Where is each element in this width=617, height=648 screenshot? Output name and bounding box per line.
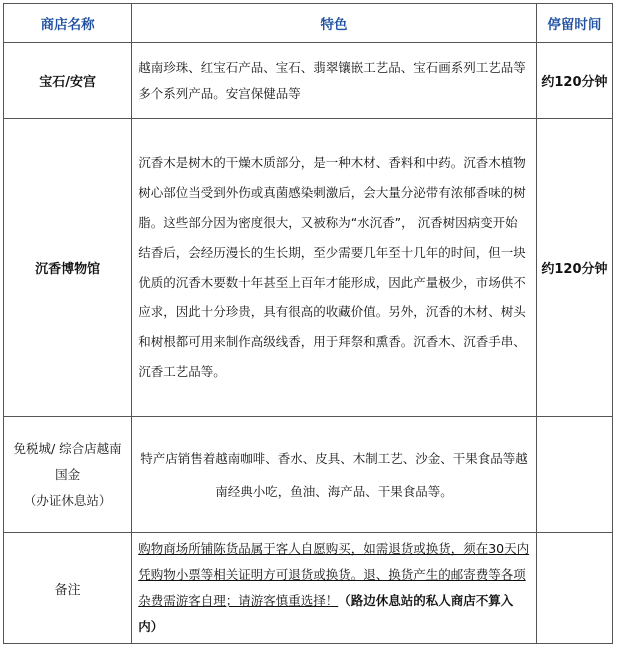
note-roadside-text: （路边休息站的私人商店不算入内） [138, 593, 514, 634]
row-gem-duration: 约120分钟 [536, 43, 612, 119]
row-note-duration [536, 533, 612, 644]
note-disclaimer-text: 购物商场所铺陈货品属于客人自愿购买，如需退货或换货，须在30天内凭购物小票等相关证明方可退货或换货。退、换货产生的邮寄费等各项杂费需游客自理；请游客慎重选择！ [138, 541, 530, 608]
row-note-feature [132, 533, 537, 644]
table-header-row [4, 4, 613, 43]
row-dutyfree-name [4, 417, 132, 533]
table-row [4, 119, 613, 417]
table-row [4, 533, 613, 644]
header-shop-name: 商店名称 [4, 4, 132, 43]
dutyfree-name-line1: 免税城/ 综合店越南 [13, 440, 122, 456]
row-agarwood-feature: 沉香木是树木的干燥木质部分，是一种木材、香料和中药。沉香木植物树心部位当受到外伤或真菌感染刺激后，会大量分泌带有浓郁香味的树脂。这些部分因为密度很大，又被称为“水沉香”， 沉香树因病变开始结香后，会经历漫长的生长期，至少需要几年至十几年的时间，但一块优质的沉香木要数十年甚至上百年才能形成，因此产量极少，市场供不应求，因此十分珍贵，具有很高的收藏价值。另外，沉香的木材、树头和树根都可用来制作高级线香，用于拜祭和熏香。沉香木、沉香手串、沉香工艺品等。 [132, 119, 537, 417]
dutyfree-feature-line1: 特产店销售着越南咖啡、香水、皮具、木制工艺、沙金、干果食品等越 [140, 450, 528, 466]
header-duration: 停留时间 [536, 4, 612, 43]
dutyfree-name-line2: 国金 [55, 466, 81, 482]
dutyfree-name-line3: （办证休息站） [23, 492, 112, 508]
row-dutyfree-duration [536, 417, 612, 533]
row-note-name: 备注 [4, 533, 132, 644]
row-agarwood-duration: 约120分钟 [536, 119, 612, 417]
row-agarwood-name: 沉香博物馆 [4, 119, 132, 417]
table-row [4, 417, 613, 533]
table-row [4, 43, 613, 119]
dutyfree-feature-line2: 南经典小吃，鱼油、海产品、干果食品等。 [215, 483, 453, 499]
shopping-table [3, 3, 613, 644]
row-dutyfree-feature [132, 417, 537, 533]
row-gem-feature: 越南珍珠、红宝石产品、宝石、翡翠镶嵌工艺品、宝石画系列工艺品等多个系列产品。安宫保健品等 [132, 43, 537, 119]
row-gem-name: 宝石/安宫 [4, 43, 132, 119]
header-feature: 特色 [132, 4, 537, 43]
